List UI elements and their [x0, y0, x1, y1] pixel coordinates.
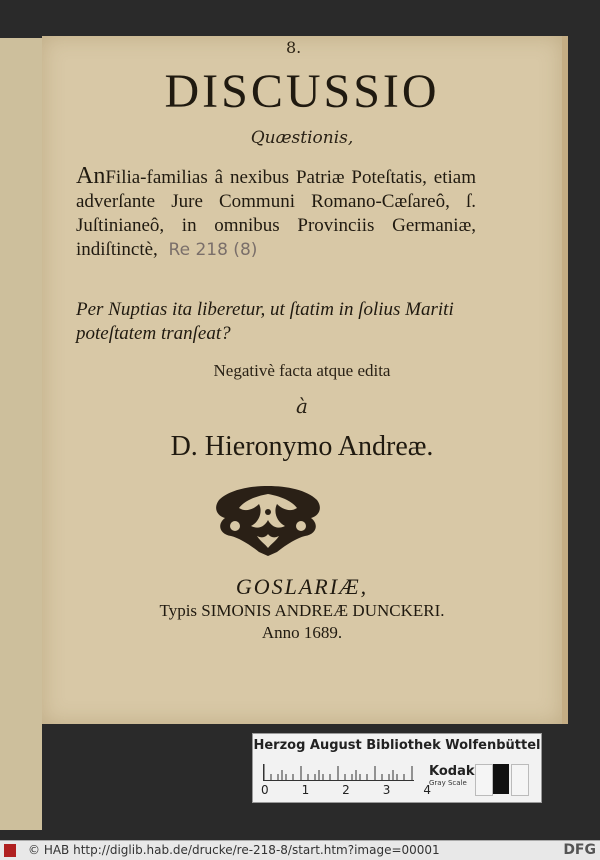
page-title: DISCUSSIO — [164, 65, 440, 118]
subtitle: Quæstionis, — [250, 128, 354, 148]
kodak-brand: Kodak — [429, 764, 475, 779]
question-first-word: An — [76, 163, 106, 189]
printers-ornament — [209, 482, 327, 558]
question-text — [76, 164, 476, 262]
ruler-scale — [263, 764, 414, 781]
page-number: 8. — [286, 38, 302, 57]
gray-swatch-white-2 — [511, 764, 529, 796]
scale-number: 1 — [301, 783, 310, 797]
gray-swatch-white — [475, 764, 493, 796]
imprint-printer: Typis SIMONIS ANDREÆ DUNCKERI. — [159, 601, 445, 620]
subquestion-text: Per Nuptias ita liberetur, ut ſtatim in ſolius Mariti poteſtatem tranſeat? — [76, 299, 454, 344]
imprint-year: Anno 1689. — [261, 623, 343, 642]
page-edge — [562, 36, 568, 724]
author-name: D. Hieronymo Andreæ. — [170, 431, 434, 462]
gray-swatch-black — [493, 764, 509, 794]
facing-page-edge — [0, 38, 42, 830]
negative-line: Negativè facta atque edita — [213, 361, 391, 380]
footer-bar — [0, 840, 600, 860]
preposition-a: à — [296, 394, 308, 418]
footer-url[interactable]: © HAB http://diglib.hab.de/drucke/re-218-8/start.htm?image=00001 — [28, 843, 440, 857]
gray-scale-label: Gray Scale — [429, 779, 467, 787]
scale-number: 0 — [261, 783, 269, 797]
shelfmark: Re 218 (8) — [168, 240, 258, 260]
question-body: Filia-familias â nexibus Patriæ Poteſtatis, etiam adverſante Jure Communi Romano-Cæſareô, ſ. Juſtinianeô, in omnibus Provinciis Germaniæ, indiſtinctè, — [76, 167, 476, 260]
scale-number: 4 — [423, 783, 431, 797]
library-name: Herzog August Bibliothek Wolfenbüttel — [253, 738, 541, 753]
scale-number: 2 — [342, 783, 350, 797]
library-color-card — [252, 733, 542, 803]
scale-numbers — [261, 783, 431, 797]
dfg-logo: DFG — [563, 842, 596, 858]
title-page — [42, 36, 562, 724]
hab-logo-icon — [4, 844, 16, 857]
imprint-place: GOSLARIÆ, — [235, 574, 369, 599]
scale-number: 3 — [382, 783, 391, 797]
